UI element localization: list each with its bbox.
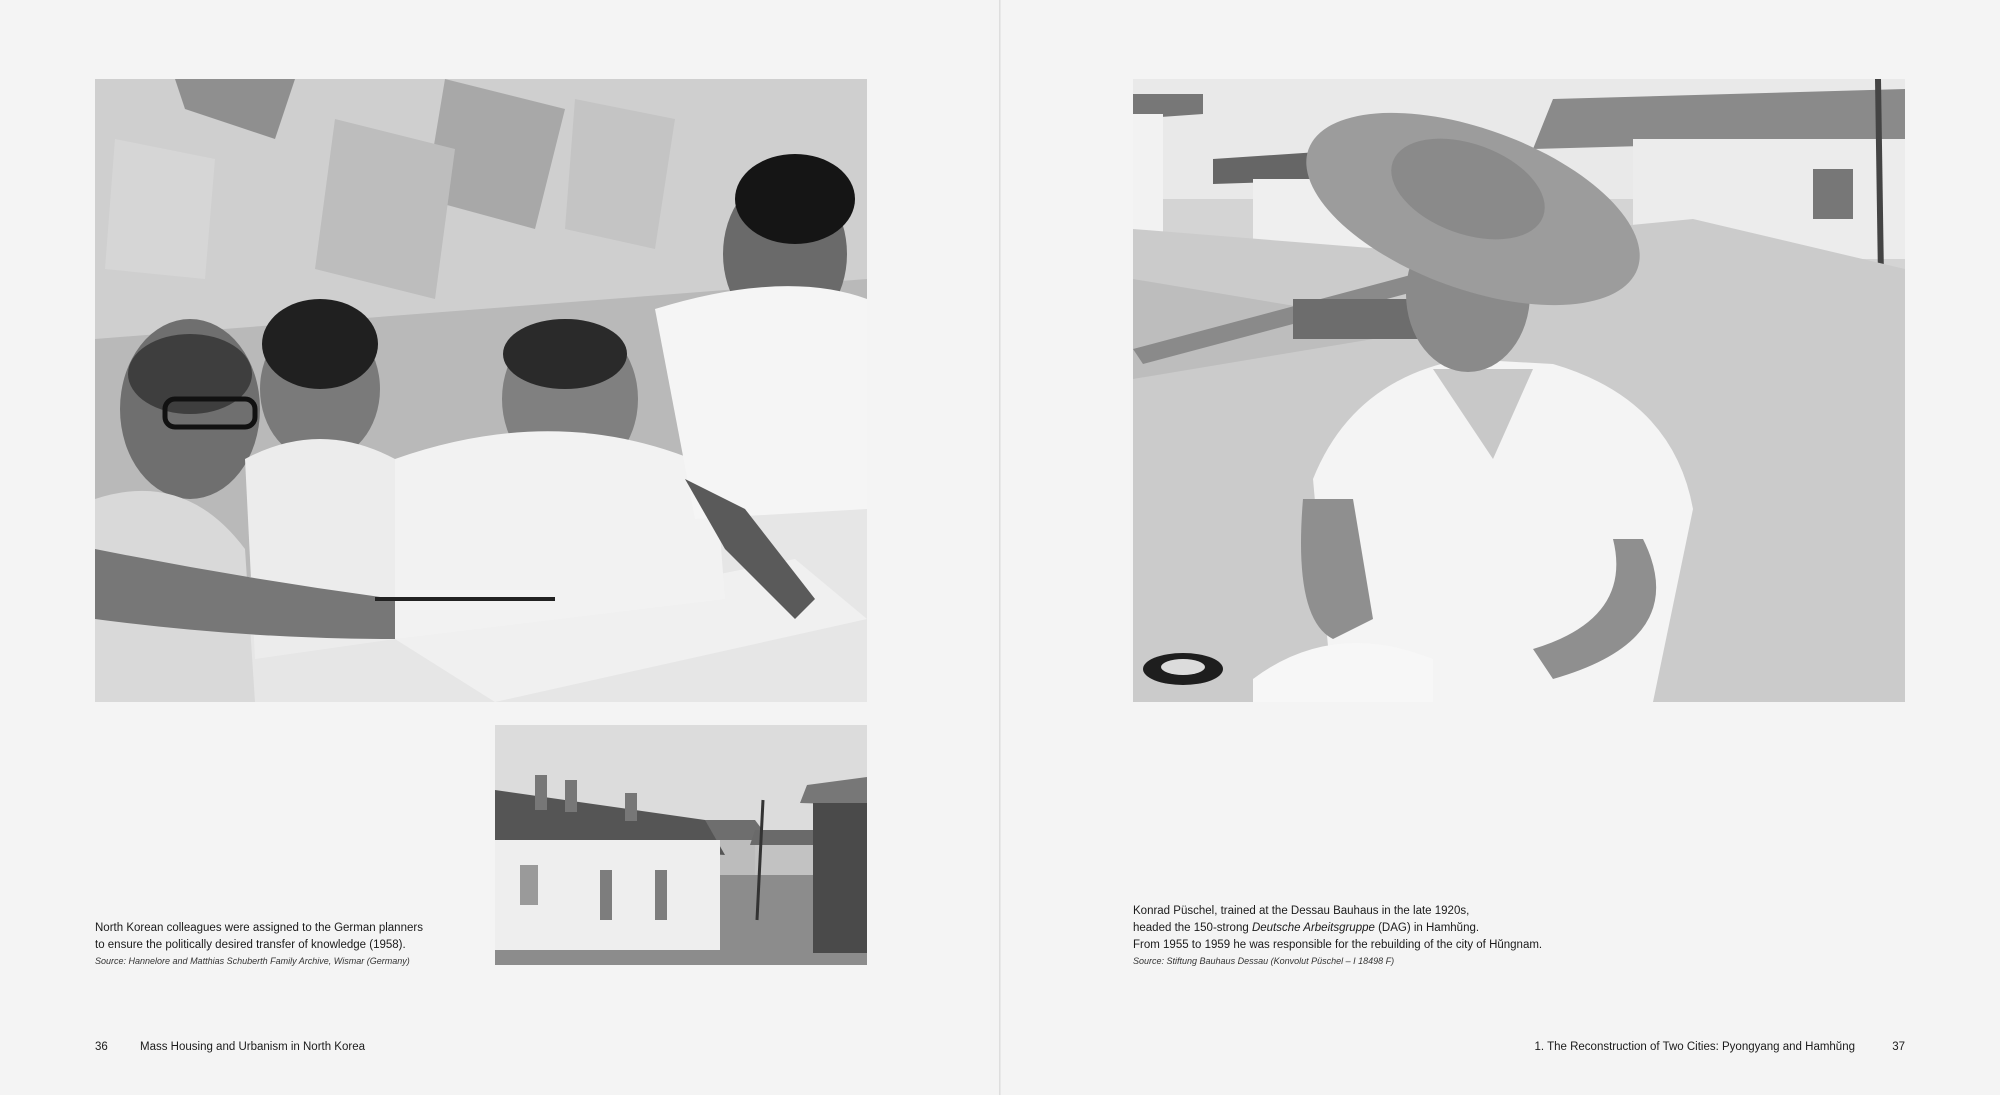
caption-planners	[95, 920, 475, 969]
caption-text: (DAG) in Hamhŭng.	[1374, 922, 1480, 934]
caption-line	[1133, 920, 1633, 937]
caption-line: From 1955 to 1959 he was responsible for the rebuilding of the city of Hŭngnam.	[1133, 939, 1543, 951]
caption-line: to ensure the politically desired transfer of knowledge (1958).	[95, 939, 406, 951]
caption-italic-term: Deutsche Arbeitsgruppe	[1251, 922, 1375, 934]
running-title-right: 1. The Reconstruction of Two Cities: Pyongyang and Hamhŭng	[1534, 1041, 1855, 1053]
photo-planners-at-table	[95, 79, 867, 702]
photo-man-in-straw-hat	[1133, 79, 1905, 702]
caption-source: Source: Stiftung Bauhaus Dessau (Konvolut Püschel – I 18498 F)	[1133, 956, 1395, 966]
photo-row-houses	[495, 725, 867, 965]
caption-line: North Korean colleagues were assigned to the German planners	[95, 922, 423, 934]
running-title-left: Mass Housing and Urbanism in North Korea	[140, 1041, 365, 1053]
book-gutter	[999, 0, 1001, 1095]
caption-text: headed the 150-strong	[1133, 922, 1252, 934]
caption-puschel	[1133, 903, 1633, 969]
photo-portrait-illustration	[1133, 79, 1905, 702]
page-number-left: 36	[95, 1041, 108, 1053]
caption-line: Konrad Püschel, trained at the Dessau Bauhaus in the late 1920s,	[1133, 905, 1470, 917]
page-number-right: 37	[1892, 1041, 1905, 1053]
caption-source: Source: Hannelore and Matthias Schuberth Family Archive, Wismar (Germany)	[95, 956, 410, 966]
photo-planners-illustration	[95, 79, 867, 702]
photo-houses-illustration	[495, 725, 867, 965]
